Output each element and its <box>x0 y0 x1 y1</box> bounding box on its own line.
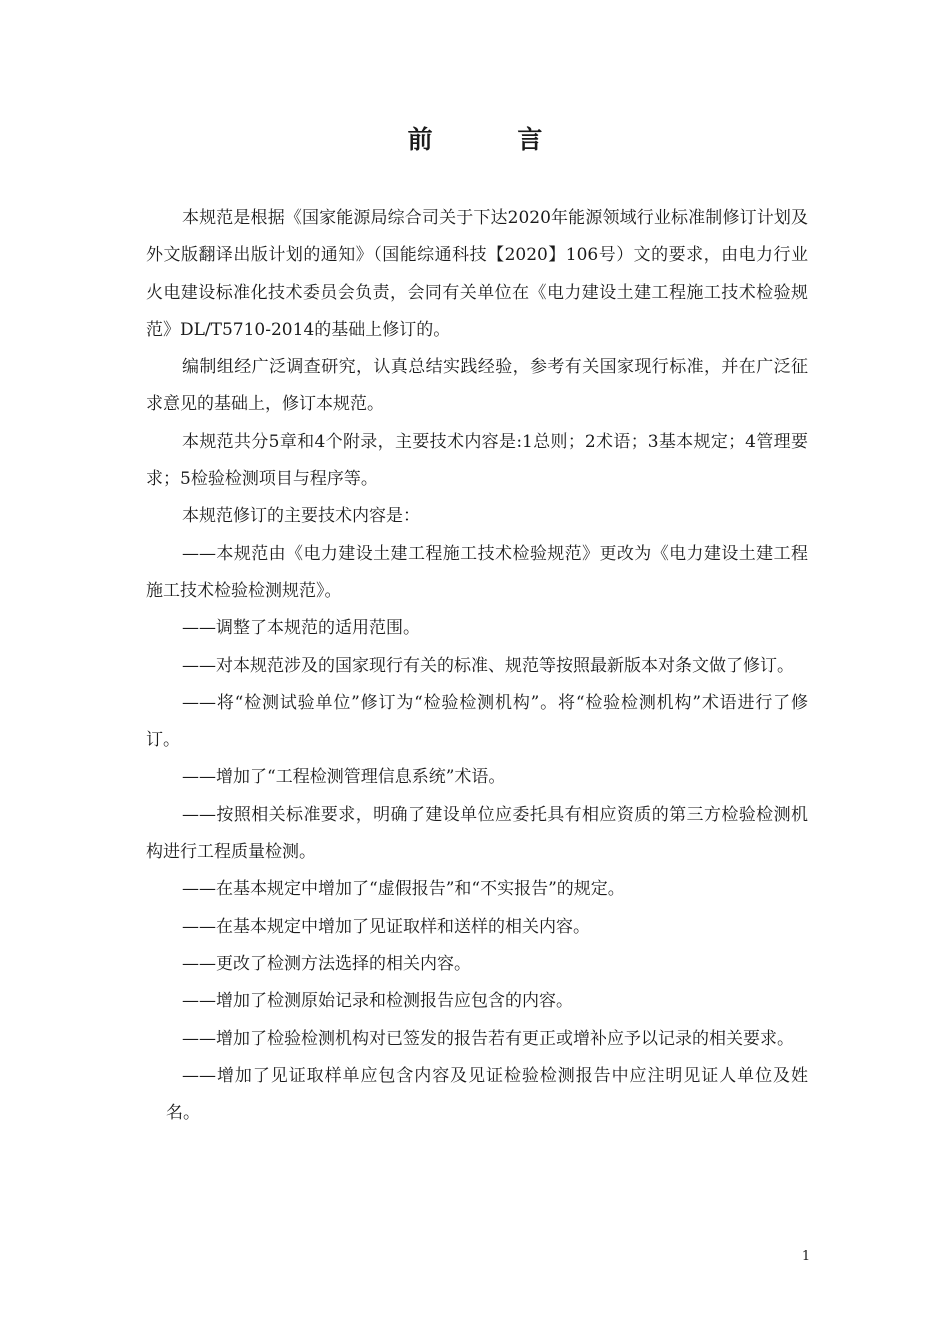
document-body <box>146 200 808 1132</box>
revision-item: ——按照相关标准要求，明确了建设单位应委托具有相应资质的第三方检验检测机构进行工程质量检测。 <box>146 804 808 863</box>
revision-item: ——调整了本规范的适用范围。 <box>182 618 420 639</box>
revision-item: ——增加了检测原始记录和检测报告应包含的内容。 <box>182 991 573 1012</box>
revision-item: ——在基本规定中增加了“虚假报告”和“不实报告”的规定。 <box>182 879 625 900</box>
contents-paragraph: 本规范共分5章和4个附录，主要技术内容是:1总则；2术语；3基本规定；4管理要求；5检验检测项目与程序等。 <box>146 431 808 490</box>
research-paragraph: 编制组经广泛调查研究，认真总结实践经验，参考有关国家现行标准，并在广泛征求意见的基础上，修订本规范。 <box>146 357 808 415</box>
page-title: 前 言 <box>407 125 581 154</box>
revision-item: ——更改了检测方法选择的相关内容。 <box>182 953 471 974</box>
revision-intro-paragraph: 本规范修订的主要技术内容是： <box>182 506 420 527</box>
revision-item: ——将“检测试验单位”修订为“检验检测机构”。将“检验检测机构”术语进行了修订。 <box>146 692 808 751</box>
revision-item: ——增加了检验检测机构对已签发的报告若有更正或增补应予以记录的相关要求。 <box>182 1028 794 1049</box>
revision-item: ——增加了见证取样单应包含内容及见证检验检测报告中应注明见证人单位及姓名。 <box>166 1065 808 1124</box>
revision-item: ——在基本规定中增加了见证取样和送样的相关内容。 <box>182 916 590 937</box>
intro-paragraph: 本规范是根据《国家能源局综合司关于下达2020年能源领域行业标准制修订计划及外文版翻译出版计划的通知》（国能综通科技【2020】106号）文的要求，由电力行业火电建设标准化技术委员会负责，会同有关单位在《电力建设土建工程施工技术检验规范》DL/T5710-2014的基础上修订的。 <box>146 208 808 340</box>
revision-item: ——对本规范涉及的国家现行有关的标准、规范等按照最新版本对条文做了修订。 <box>182 655 794 676</box>
revision-item: ——增加了“工程检测管理信息系统”术语。 <box>182 767 506 788</box>
revision-item: ——本规范由《电力建设土建工程施工技术检验规范》更改为《电力建设土建工程施工技术检验检测规范》。 <box>146 543 808 601</box>
page-number: 1 <box>801 1249 811 1264</box>
